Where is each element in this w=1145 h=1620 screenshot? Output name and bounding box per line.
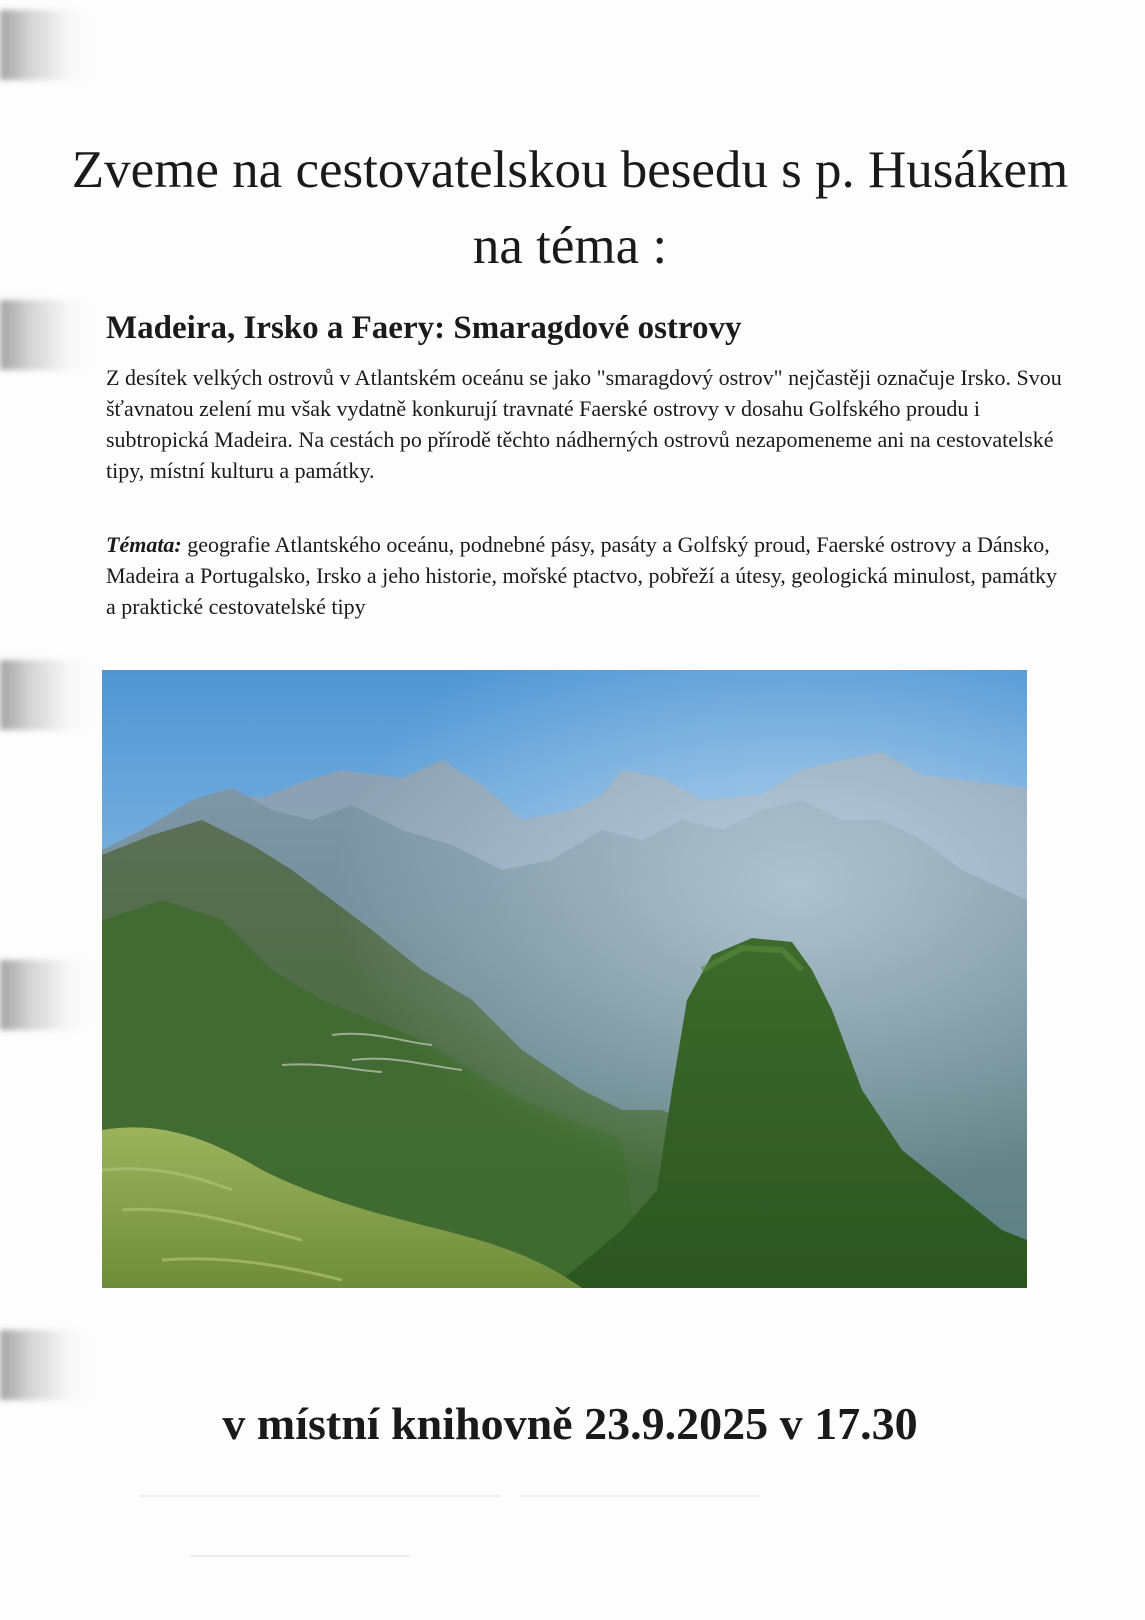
talk-subtitle: Madeira, Irsko a Faery: Smaragdové ostrovy [106, 310, 742, 346]
topics-label: Témata: [106, 532, 182, 557]
scan-artifact [0, 10, 90, 80]
faint-scan-line [520, 1495, 760, 1497]
faint-scan-line [140, 1495, 500, 1497]
event-date-place: v místní knihovně 23.9.2025 v 17.30 [222, 1398, 918, 1449]
madeira-mountain-photo [102, 670, 1027, 1288]
scan-artifact [0, 660, 90, 730]
topics-text: geografie Atlantského oceánu, podnebné pásy, pasáty a Golfský proud, Faerské ostrovy a Dánsko, Madeira a Portugalsko, Irsko a jeho historie, mořské ptactvo, pobřeží a útesy, geologická minulost, památky a praktické cestovatelské tipy [106, 532, 1058, 619]
poster-headline: Zveme na cestovatelskou besedu s p. Husákem na téma : [71, 141, 1069, 275]
faint-scan-line [190, 1555, 410, 1557]
talk-description: Z desítek velkých ostrovů v Atlantském oceánu se jako "smaragdový ostrov" nejčastěji označuje Irsko. Svou šťavnatou zelení mu však vydatně konkurují travnaté Faerské ostrovy v dosahu Golfského proudu i subtropická Madeira. Na cestách po přírodě těchto nádherných ostrovů nezapomeneme ani na cestovatelské tipy, místní kulturu a památky. [106, 365, 1062, 483]
scan-artifact [0, 300, 90, 370]
scan-artifact [0, 1330, 90, 1400]
scan-artifact [0, 960, 90, 1030]
talk-topics [106, 529, 1066, 622]
